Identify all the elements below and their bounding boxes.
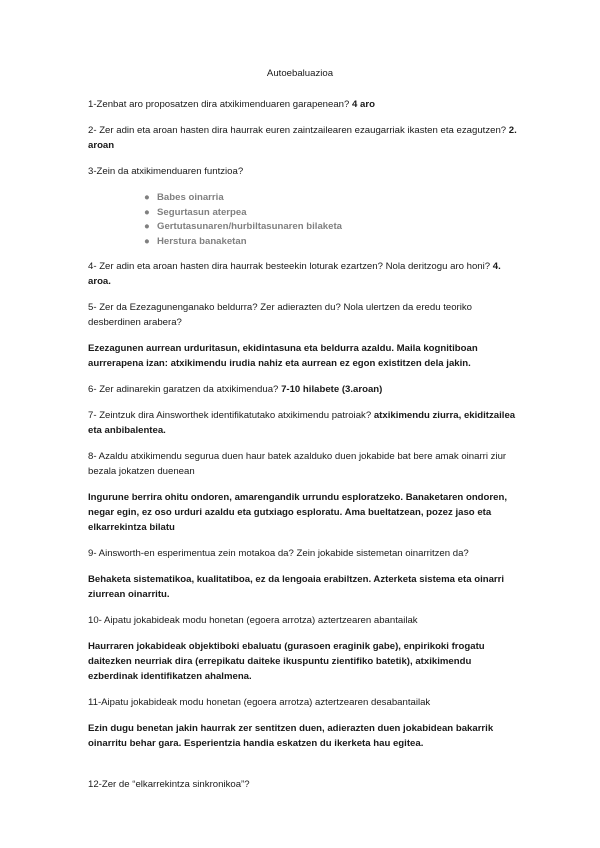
question-3	[88, 164, 524, 179]
question-12-text: 12-Zer de “elkarrekintza sinkronikoa”?	[88, 779, 250, 790]
answer-4: 4. aroa.	[88, 261, 501, 287]
answer-10: Haurraren jokabideak objektiboki ebaluatu (gurasoen eraginik gabe), enpirikoki frogatu daitezken neurriak dira (errepikatu daiteke ikuspuntu zientifiko batetik), atxikimendu ezberdinak identifikatzen ahalmena.	[88, 641, 485, 682]
question-8	[88, 449, 524, 479]
question-6-text: 6- Zer adinarekin garatzen da atxikimendua?	[88, 384, 279, 395]
question-2	[88, 123, 524, 153]
question-7-text: 7- Zeintzuk dira Ainsworthek identifikatutako atxikimendu patroiak?	[88, 410, 372, 421]
question-9-text: 9- Ainsworth-en esperimentua zein motakoa da? Zein jokabide sistemetan oinarritzen da?	[88, 548, 469, 559]
answer-11: Ezin dugu benetan jakin haurrak zer sentitzen duen, adierazten duen jokabidean bakarrik oinarritu behar gara. Esperientzia handia eskatzen du ikerketa hau egitea.	[88, 723, 494, 749]
answer-5: Ezezagunen aurrean urduritasun, ekidintasuna eta beldurra azaldu. Maila kognitiboan aurrerapena izan: atxikimendu irudia nahiz eta aurrean ez egon existitzen dela jakin.	[88, 343, 478, 369]
question-5	[88, 300, 524, 330]
question-4-text: 4- Zer adin eta aroan hasten dira haurrak besteekin loturak ezartzen? Nola deritzogu aro honi?	[88, 261, 491, 272]
bullet-icon: ●	[144, 192, 150, 203]
list-item: ● Gertutasunaren/hurbiltasunaren bilaketa	[144, 221, 342, 233]
answer-7: atxikimendu ziurra, ekiditzailea eta anbibalentea.	[88, 410, 516, 436]
bullet-icon: ●	[144, 221, 150, 233]
answer-2: 2. aroan	[88, 125, 517, 151]
question-9	[88, 546, 524, 561]
question-1	[88, 97, 524, 112]
answer-9: Behaketa sistematikoa, kualitatiboa, ez da lengoaia erabiltzen. Azterketa sistema eta oinarri ziurrean oinarritu.	[88, 574, 505, 600]
list-item: ● Babes oinarria	[144, 192, 224, 203]
question-10-text: 10- Aipatu jokabideak modu honetan (egoera arrotza) aztertzearen abantailak	[88, 615, 418, 626]
question-5-text: 5- Zer da Ezezagunenganako beldurra? Zer adierazten du? Nola ulertzen da eredu teoriko desberdinen arabera?	[88, 302, 472, 328]
question-7	[88, 408, 524, 438]
question-2-text: 2- Zer adin eta aroan hasten dira haurrak euren zaintzailearen ezaugarriak ikasten eta ezagutzen?	[88, 125, 507, 136]
bullet-icon: ●	[144, 206, 150, 218]
answer-1: 4 aro	[352, 99, 375, 110]
answer-8: Ingurune berrira ohitu ondoren, amarengandik urrundu esploratzeko. Banaketaren ondoren, negar egin, ez oso urduri azaldu eta gutxiago esploratu. Ama bueltatzean, pozez jaso eta elkarrekintza bilatu	[88, 492, 507, 533]
question-12	[88, 777, 524, 792]
question-1-text: 1-Zenbat aro proposatzen dira atxikimenduaren garapenean?	[88, 99, 350, 110]
question-6	[88, 382, 524, 397]
answer-6: 7-10 hilabete (3.aroan)	[281, 384, 383, 395]
question-10	[88, 613, 524, 628]
list-item: ● Segurtasun aterpea	[144, 206, 247, 218]
question-11	[88, 695, 524, 710]
page-title: Autoebaluazioa	[266, 68, 334, 79]
question-4	[88, 259, 524, 289]
bullet-icon: ●	[144, 236, 150, 248]
list-item: ● Herstura banaketan	[144, 236, 247, 248]
question-8-text: 8- Azaldu atxikimendu segurua duen haur batek azalduko duen jokabide bat bere amak oinarri ziur bezala jokatzen duenean	[88, 451, 507, 477]
question-3-text: 3-Zein da atxikimenduaren funtzioa?	[88, 166, 244, 177]
answer-3-list	[144, 190, 342, 249]
question-11-text: 11-Aipatu jokabideak modu honetan (egoera arrotza) aztertzearen desabantailak	[88, 697, 431, 708]
